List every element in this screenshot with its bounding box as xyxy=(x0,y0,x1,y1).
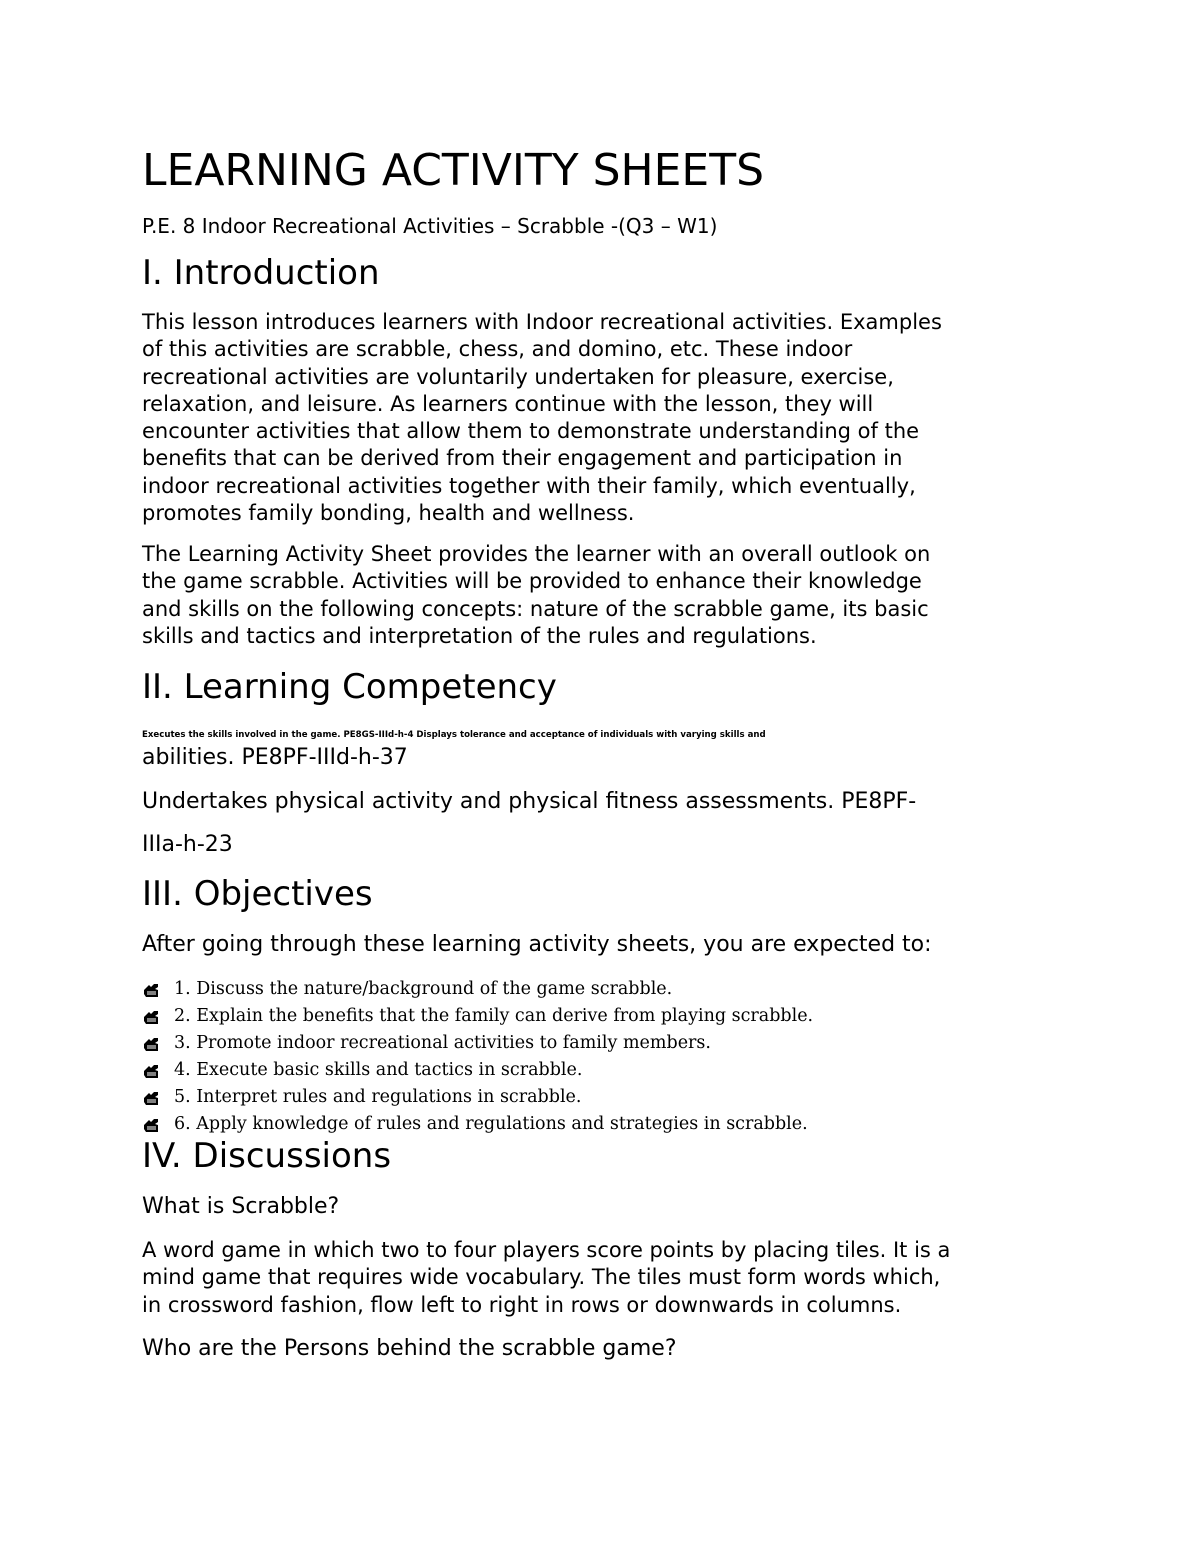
text-line: encounter activities that allow them to demonstrate understanding of the xyxy=(142,419,920,444)
text-line: The Learning Activity Sheet provides the learner with an overall outlook on xyxy=(142,542,931,566)
question-persons-behind-scrabble: Who are the Persons behind the scrabble game? xyxy=(142,1336,677,1361)
competency-line-3: Undertakes physical activity and physical fitness assessments. PE8PF- xyxy=(142,789,917,814)
competency-line-2: abilities. PE8PF-IIId-h-37 xyxy=(142,745,408,770)
objective-text: 1. Discuss the nature/background of the game scrabble. xyxy=(174,979,673,999)
competency-line-4: IIIa-h-23 xyxy=(142,832,233,857)
text-line: indoor recreational activities together with their family, which eventually, xyxy=(142,473,916,498)
text-line: skills and tactics and interpretation of the rules and regulations. xyxy=(142,623,817,648)
document-title: LEARNING ACTIVITY SHEETS xyxy=(142,145,765,196)
objectives-intro: After going through these learning activity sheets, you are expected to: xyxy=(142,932,932,957)
introduction-paragraph-2 xyxy=(142,541,1062,650)
introduction-paragraph-1 xyxy=(142,309,1062,527)
objective-text: 5. Interpret rules and regulations in scrabble. xyxy=(174,1087,582,1107)
objectives-heading: III. Objectives xyxy=(142,874,373,914)
list-item xyxy=(142,1057,813,1084)
text-line: in crossword fashion, flow left to right in rows or downwards in columns. xyxy=(142,1292,902,1317)
pointing-hand-icon xyxy=(142,1089,160,1107)
pointing-hand-icon xyxy=(142,1116,160,1134)
pointing-hand-icon xyxy=(142,1062,160,1080)
text-line: This lesson introduces learners with Indoor recreational activities. Examples xyxy=(142,310,942,334)
pointing-hand-icon xyxy=(142,1035,160,1053)
text-line: relaxation, and leisure. As learners continue with the lesson, they will xyxy=(142,391,874,416)
objective-text: 3. Promote indoor recreational activities to family members. xyxy=(174,1033,711,1053)
pointing-hand-icon xyxy=(142,1008,160,1026)
document-subtitle: P.E. 8 Indoor Recreational Activities – Scrabble -(Q3 – W1) xyxy=(142,214,718,238)
learning-competency-heading: II. Learning Competency xyxy=(142,667,557,707)
objective-text: 2. Explain the benefits that the family can derive from playing scrabble. xyxy=(174,1006,814,1026)
objective-text: 6. Apply knowledge of rules and regulations and strategies in scrabble. xyxy=(174,1114,808,1134)
objectives-list xyxy=(142,976,813,1138)
answer-what-is-scrabble xyxy=(142,1237,1062,1319)
list-item xyxy=(142,1111,813,1138)
list-item xyxy=(142,1003,813,1030)
discussions-heading: IV. Discussions xyxy=(142,1136,392,1176)
text-line: and skills on the following concepts: nature of the scrabble game, its basic xyxy=(142,596,929,621)
introduction-heading: I. Introduction xyxy=(142,253,380,293)
text-line: benefits that can be derived from their engagement and participation in xyxy=(142,446,903,471)
text-line: promotes family bonding, health and wellness. xyxy=(142,501,635,526)
list-item xyxy=(142,976,813,1003)
text-line: recreational activities are voluntarily undertaken for pleasure, exercise, xyxy=(142,364,894,389)
competency-small-line: Executes the skills involved in the game. PE8GS-IIId-h-4 Displays tolerance and acceptance of individuals with varying skills and xyxy=(142,730,766,740)
text-line: the game scrabble. Activities will be provided to enhance their knowledge xyxy=(142,569,922,594)
objective-text: 4. Execute basic skills and tactics in scrabble. xyxy=(174,1060,583,1080)
text-line: of this activities are scrabble, chess, and domino, etc. These indoor xyxy=(142,337,853,362)
list-item xyxy=(142,1084,813,1111)
question-what-is-scrabble: What is Scrabble? xyxy=(142,1194,340,1219)
text-line: mind game that requires wide vocabulary. The tiles must form words which, xyxy=(142,1265,941,1290)
pointing-hand-icon xyxy=(142,981,160,999)
text-line: A word game in which two to four players score points by placing tiles. It is a xyxy=(142,1238,951,1262)
list-item xyxy=(142,1030,813,1057)
